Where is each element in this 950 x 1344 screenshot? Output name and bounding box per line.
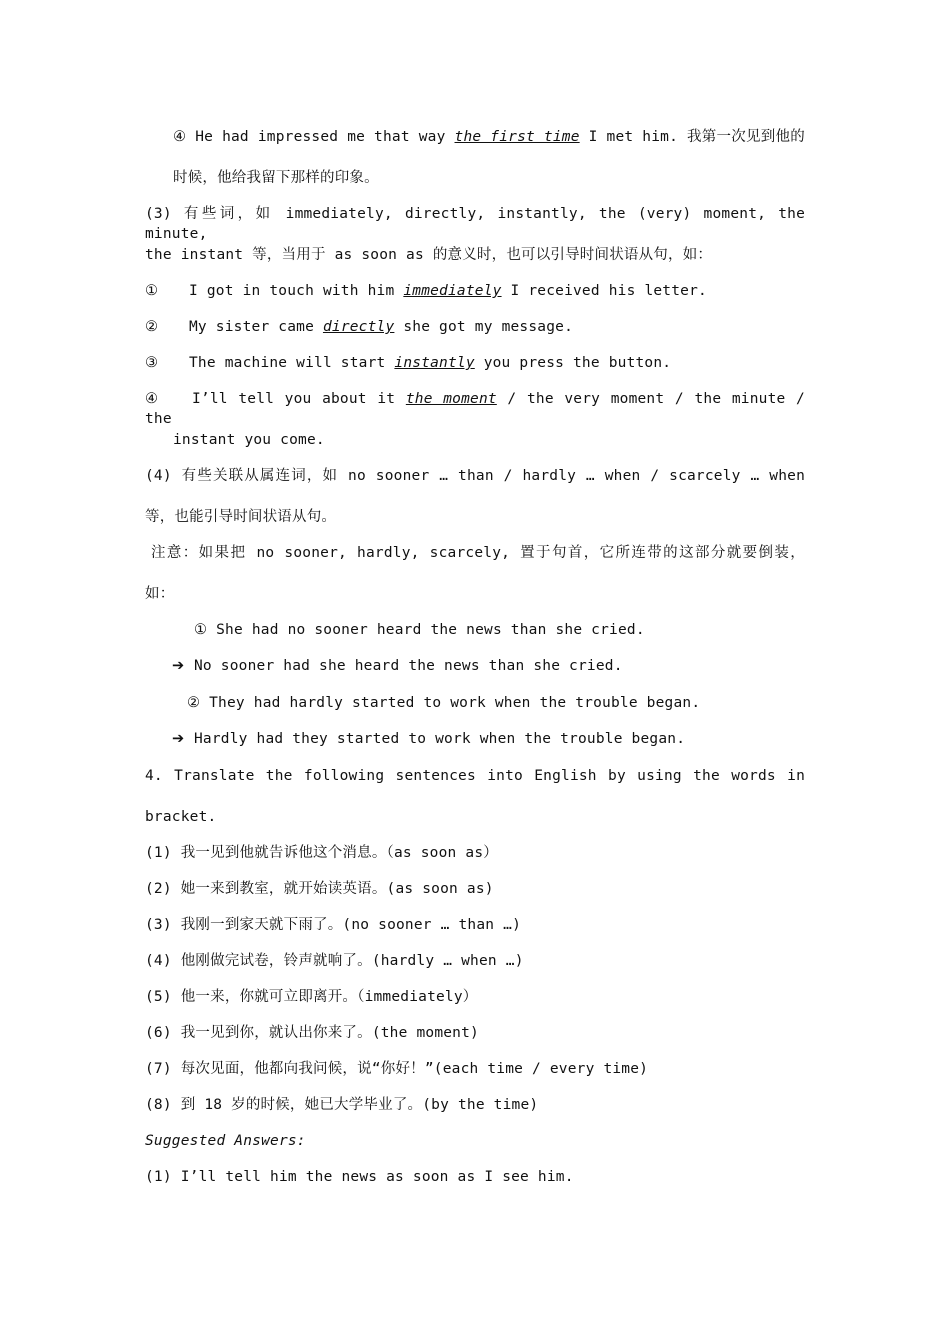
text-segment: you press the button. bbox=[474, 355, 672, 371]
list-item bbox=[145, 317, 573, 337]
note-line: 注意：如果把 no sooner, hardly, scarcely, 置于句首，它所连带的这部分就要倒装， bbox=[151, 545, 805, 561]
item-number: ④ bbox=[145, 391, 159, 407]
task-item: (6) 我一见到你，就认出你来了。(the moment) bbox=[145, 1025, 479, 1041]
text-segment: / the very moment / the minute / the bbox=[145, 391, 805, 427]
text-segment: Hardly had they started to work when the trouble began. bbox=[194, 731, 686, 747]
text-segment: My sister came bbox=[189, 319, 323, 335]
example-sentence: ① She had no sooner heard the news than she cried. bbox=[194, 622, 645, 638]
task-item: (4) 他刚做完试卷，铃声就响了。(hardly … when …) bbox=[145, 953, 524, 969]
inverted-sentence bbox=[172, 656, 623, 676]
task-item: (8) 到 18 岁的时候，她已大学毕业了。(by the time) bbox=[145, 1097, 539, 1113]
answer-item: (1) I’ll tell him the news as soon as I see him. bbox=[145, 1169, 574, 1185]
task-item: (2) 她一来到教室，就开始读英语。(as soon as) bbox=[145, 881, 494, 897]
emphasis-phrase: immediately bbox=[403, 283, 502, 299]
text-segment: she got my message. bbox=[394, 319, 574, 335]
example-4-line bbox=[173, 127, 805, 147]
task-item: (1) 我一见到他就告诉他这个消息。（as soon as） bbox=[145, 845, 498, 861]
list-item-continuation: instant you come. bbox=[173, 432, 325, 448]
emphasis-phrase: the first time bbox=[454, 129, 580, 145]
task-item: (3) 我刚一到家天就下雨了。(no sooner … than …) bbox=[145, 917, 522, 933]
task-title: 4. Translate the following sentences into English by using the words in bbox=[145, 768, 805, 784]
item-number: ② bbox=[145, 319, 159, 335]
text-segment: I got in touch with him bbox=[189, 283, 404, 299]
example-4-line-2: 时候，他给我留下那样的印象。 bbox=[173, 170, 379, 186]
emphasis-phrase: directly bbox=[322, 319, 395, 335]
text-segment: I received his letter. bbox=[501, 283, 707, 299]
section-4-intro-2: 等，也能引导时间状语从句。 bbox=[145, 509, 337, 525]
list-item bbox=[145, 389, 805, 429]
list-item bbox=[145, 281, 707, 301]
task-title-2: bracket. bbox=[145, 809, 217, 825]
list-item bbox=[145, 353, 671, 373]
section-4-intro: (4) 有些关联从属连词，如 no sooner … than / hardly … when / scarcely … when bbox=[145, 468, 805, 484]
emphasis-phrase: instantly bbox=[394, 355, 475, 371]
note-line-2: 如： bbox=[145, 586, 175, 602]
text-segment: ④ He had impressed me that way bbox=[173, 129, 455, 145]
text-segment: No sooner had she heard the news than she cried. bbox=[194, 658, 623, 674]
section-3-intro: (3) 有些词，如 immediately, directly, instantly, the (very) moment, the minute, bbox=[145, 206, 805, 242]
arrow-right-icon: ➔ bbox=[172, 658, 185, 674]
answers-heading: Suggested Answers: bbox=[145, 1133, 306, 1149]
item-number: ③ bbox=[145, 355, 159, 371]
emphasis-phrase: the moment bbox=[405, 391, 497, 407]
example-sentence: ② They had hardly started to work when the trouble began. bbox=[187, 695, 701, 711]
inverted-sentence bbox=[172, 729, 685, 749]
section-3-intro-2: the instant 等，当用于 as soon as 的意义时，也可以引导时间状语从句，如： bbox=[145, 247, 713, 263]
task-item: (5) 他一来，你就可立即离开。（immediately） bbox=[145, 989, 478, 1005]
text-segment: I met him. 我第一次见到他的 bbox=[579, 129, 805, 145]
arrow-right-icon: ➔ bbox=[172, 731, 185, 747]
task-item: (7) 每次见面，他都向我问候，说“你好！”(each time / every time) bbox=[145, 1061, 649, 1077]
item-number: ① bbox=[145, 283, 159, 299]
text-segment: The machine will start bbox=[189, 355, 395, 371]
text-segment: I’ll tell you about it bbox=[192, 391, 406, 407]
